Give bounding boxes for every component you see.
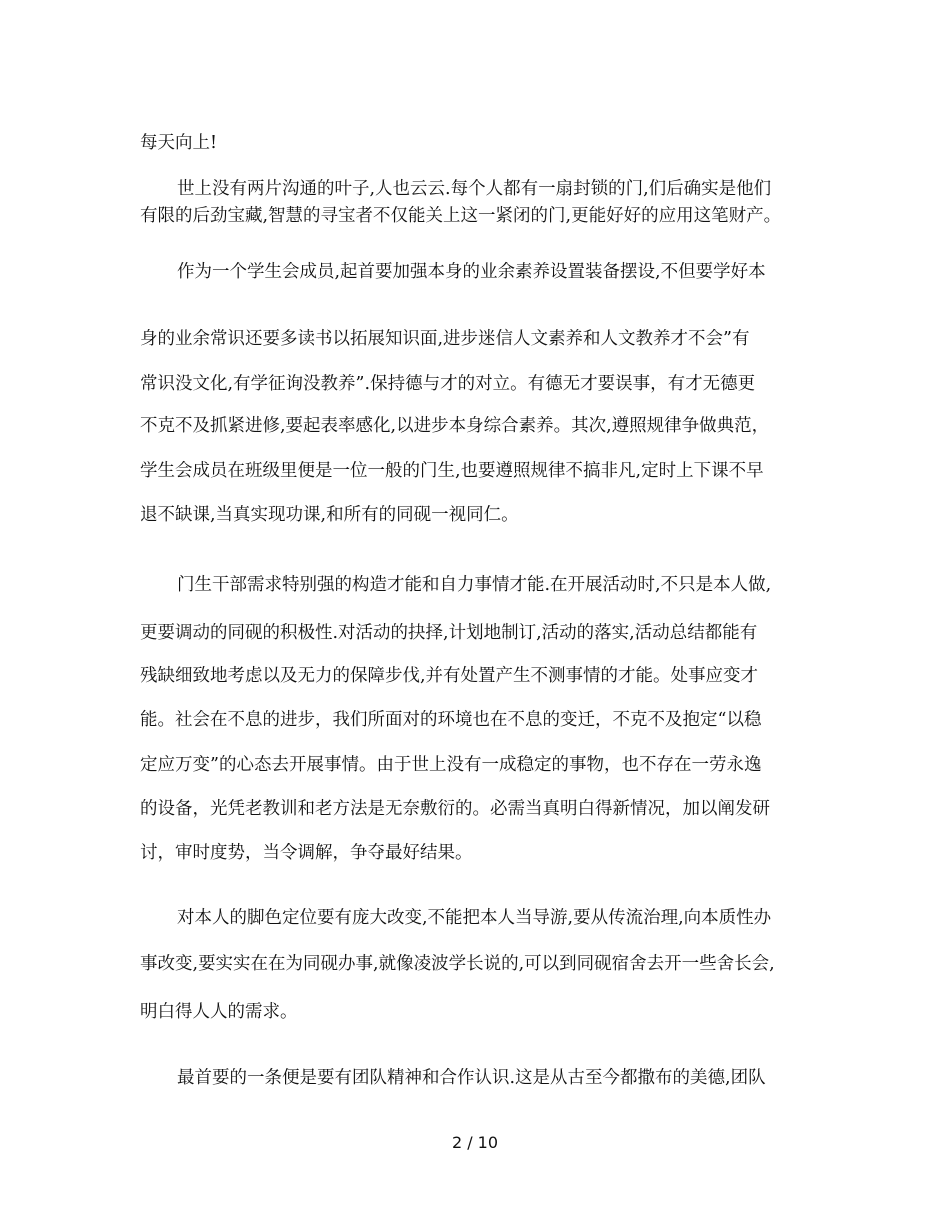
paragraph-first-line: 门生干部需求特别强的构造才能和自力事情才能.在开展活动时,不只是本人做,: [177, 575, 772, 595]
text-line: 讨，审时度势，当令调解，争夺最好结果。: [140, 843, 473, 863]
paragraph-first-line: 作为一个学生会成员,起首要加强本身的业余素养设置装备摆设,不但要学好本: [177, 262, 766, 282]
text-line: 每天向上!: [140, 133, 218, 153]
paragraph-first-line: 对本人的脚色定位要有庞大改变,不能把本人当导游,要从传流治理,向本质性办: [177, 908, 772, 928]
text-line: 事改变,要实实在在为同砚办事,就像凌波学长说的,可以到同砚宿舍去开一些舍长会,: [140, 954, 775, 974]
text-line: 定应万变”的心态去开展事情。由于世上没有一成稳定的事物，也不存在一劳永逸: [140, 755, 762, 775]
page-number: 2 / 10: [451, 1133, 499, 1152]
text-line: 残缺细致地考虑以及无力的保障步伐,并有处置产生不测事情的才能。处事应变才: [140, 666, 759, 686]
text-line: 能。社会在不息的进步，我们所面对的环境也在不息的变迁，不克不及抱定“以稳: [140, 710, 762, 730]
text-line: 有限的后劲宝藏,智慧的寻宝者不仅能关上这一紧闭的门,更能好好的应用这笔财产。: [140, 206, 782, 226]
text-line: 更要调动的同砚的积极性.对活动的抉择,计划地制订,活动的落实,活动总结都能有: [140, 623, 758, 643]
text-line: 退不缺课,当真实现功课,和所有的同砚一视同仁。: [140, 505, 519, 525]
text-line: 的设备，光凭老教训和老方法是无奈敷衍的。必需当真明白得新情况，加以阐发研: [140, 799, 770, 819]
paragraph-first-line: 世上没有两片沟通的叶子,人也云云.每个人都有一扇封锁的门,们后确实是他们: [177, 179, 772, 199]
paragraph-first-line: 最首要的一条便是要有团队精神和合作认识.这是从古至今都撒布的美德,团队: [177, 1068, 766, 1088]
text-line: 不克不及抓紧进修,要起表率感化,以进步本身综合素养。其次,遵照规律争做典范，: [140, 416, 770, 436]
text-line: 身的业余常识还要多读书以拓展知识面,进步迷信人文素养和人文教养才不会”有: [140, 329, 750, 349]
text-line: 常识没文化,有学征询没教养”.保持德与才的对立。有德无才要误事，有才无德更: [140, 374, 756, 394]
text-line: 学生会成员在班级里便是一位一般的门生,也要遵照规律不搞非凡,定时上下课不早: [140, 461, 764, 481]
text-line: 明白得人人的需求。: [140, 1002, 298, 1022]
